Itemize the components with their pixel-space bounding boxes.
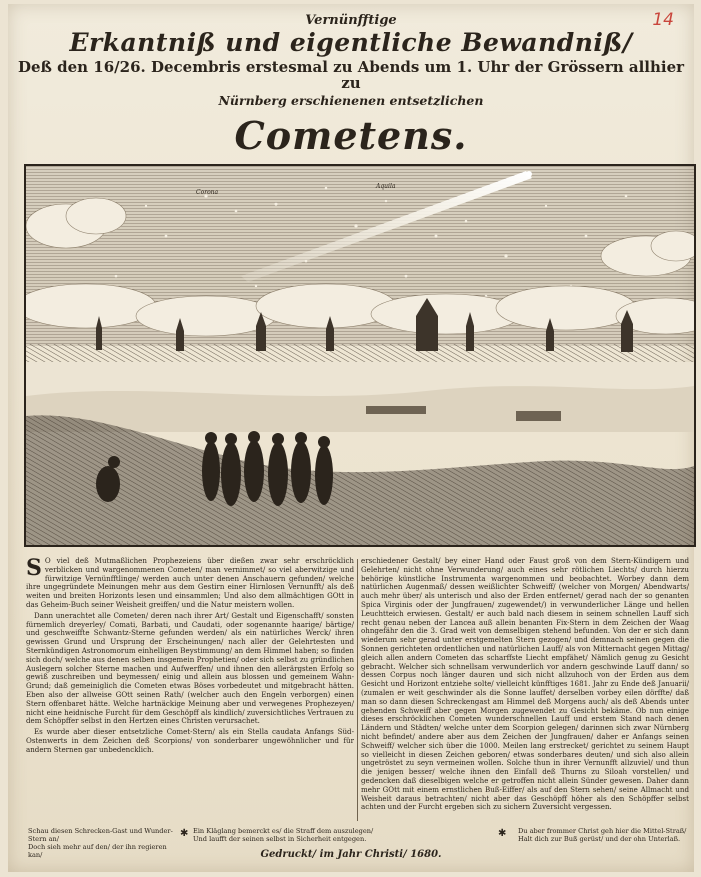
verse-3	[518, 827, 688, 843]
verse-1-line-1: Schau diesen Schrecken-Gast und Wunder-Stern an/	[28, 827, 173, 843]
verse-1-line-2: Doch sieh mehr auf den/ der ihn regieren kan/	[28, 843, 167, 859]
label-aquila: Aquila	[376, 183, 396, 190]
left-paragraph-2: Dann unerachtet alle Cometen/ deren nach ihrer Art/ Gestalt und Eigenschafft/ sonsten fürnemlich dreyerley/ Comati, Barbati, und Caudati, oder sogenannte haarige/ bärtige/ und geschweiffte Schwantz-Sterne gefunden werden/ als ein natürliches Werck/ ihren gewissen Grund und Ursprung der Erscheinungen/ nach aller der Gelehrtesten und Sternkündigen Astronomorum einhelligen Beystimmung/ an dem Himmel haben; so finden sich doch/ welche aus denen selben insgemein Prophetien/ oder sich selbst zu gründlichen Auslegern solcher Sterne machen und Aufwerffen/ und ihnen den allerärgsten Erfolg so gewiß zuschreiben und beymessen/ einig und allein aus blossen und gemeinem Wahn-Grund; daß gemeiniglich die Cometen etwas Böses vorbedeutet und mitgebracht hätten. Eben also der allweise GOtt seinen Rath/ (welcher auch den Engeln verborgen) einen Stern offenbaret hätte. Welche hartnäckige Meinung aber und verwegenes Prophezeyen/ nicht eine heidnische Furcht für dem Geschöpff als kindlich/ zuversichtliches Vertrauen zu dem Schöpffer selbst in den Hertzen eines Christen verursachet.	[26, 610, 354, 726]
comet-head	[526, 171, 532, 177]
verse-3-line-1: Du aber frommer Christ geh hier die Mittel-Straß/	[518, 827, 687, 835]
left-paragraph-1: O viel deß Mutmaßlichen Prophezeiens über dießen zwar sehr erschröcklich verblicken und wargenommenen Cometen/ man vernimmet/ so viel aberwitzige und fürwitzige Vernünfftlinge/ werden auch unter denen Anschauern gefunden/ welche ihre ungegründete Meinungen mehr aus dem Gestirn einer Hirnlosen Vernunfft/ als deß weiten und breiten Horizonts lesen und einsammlen; Und also dem allmächtigen GOtt in das Geheim-Buch seiner Weisheit greiffen/ und die Natur meistern wollen.	[26, 557, 354, 609]
verse-3-line-2: Halt dich zur Buß gerüst/ und der ohn Unterlaß.	[518, 835, 681, 843]
verse-2-line-2: Und laufft der seinen selbst in Sicherheit entgegen.	[193, 835, 367, 843]
right-paragraph-1: erschiedener Gestalt/ bey einer Hand oder Faust groß von dem Stern-Kündigern und Gelehrten/ nicht ohne Verwunderung/ auch eines sehr rötlichen Liechts/ durch hierzu behörige künstliche Instrumenta wargenommen und beobachtet. Worbey dann dem natürlichen Augenmaß/ dessen weißlichter Schweiff/ (welcher von Morgen/ Abendwarts/ auch mehr über/ als unterisch und also der Erden entfernet/ gerad nach der so genanten Spica Virginis oder der Jungfrauen/ zugewendet/) in verwunderlicher Länge und hellen Leuchtteich erwiesen. Gestalt/ er auch bald nach diesem in seinem schnellen Lauff sich recht genau neben der Lancea auß allein benanten Fix-Stern in dem Zeichen der Waag ohngefähr den die 3. Grad weit von demselbigen stehend befunden. Von der er sich dann wiederum sehr gerad unter erstgemelten Stern gezogen/ und demnach seinen gegen die Sonnen gerichteten ordentlichen und natürlichen Lauff/ als von Mitternacht gegen Mittag/ gleich allen andern Cometen das scharffste Liecht empfähet/ Nämlich genug zu Gesicht gebracht. Welcher sich schnellsam verwunderlich vor andern geschwinde Lauff dann/ so dessen Corpus noch länger dauren und sich nicht allzuhoch von der Erden aus dem Gesicht und Horizont entziehe solte/ vielleicht künfftiges 1681. Jahr zu Ende deß Januarii/ (zumalen er weit geschwinder als die Sonne lauffet/ derselben vorbey eilen dörffte/ daß man so dann diesen Schreckengast am Himmel deß Morgens auch/ als deß Abends unter gehenden Schweiff aber gegen Morgen zugewendet zu Gesicht bekäme. Ob nun einige dieses erschröcklichen Cometen wunderschnellen Lauff und erstem Stand nach denen Ländern und Städten/ welche unter dem Scorpion gelegen/ darinnen sich zwar Nürnberg nicht befindet/ andere aber aus dem Zeichen der Jungfrauen/ daher er Anfangs seinen Schweiff/ welcher sich über die 1000. Meilen lang erstrecket/ gerichtet zu seinem Haupt so vielleicht in diesen Zeichen geboren/ etwas sonderbares deuten/ und sich also allein ungetröstet zu seyn vermeinen wollen. Solche thun in ihrer Vernunfft allzuviel/ und thun die jenigen besser/ welche ihnen den Einfall deß Thurns zu Siloah vorstellen/ und gedencken daß dieselbigen welche er getroffen nicht allein Sünder gewesen. Daher dann mehr GOtt mit einem ernstlichen Buß-Eiffer/ als auf den Stern sehen/ seine Allmacht und Weisheit daraus betrachten/ nicht aber das Geschöpff höher als den Schöpffer selbst achten und der Furcht ergeben sich zu sichern Zuversicht vergessen.	[361, 557, 689, 812]
left-paragraph-3: Es wurde aber dieser entsetzliche Comet-Stern/ als ein Stella caudata Anfangs Süd-Ostenwerts in dem Zeichen deß Scorpions/ von sonderbarer ungewöhnlicher und für andern Sternen gar unbedencklich.	[26, 727, 354, 754]
imprint-line: Gedruckt/ im Jahr Christi/ 1680.	[260, 849, 442, 860]
field-building	[516, 411, 561, 421]
verse-2	[193, 827, 393, 843]
comet-engraving	[24, 164, 696, 547]
title-line-3: Deß den 16/26. Decembris erstesmal zu Abends um 1. Uhr der Grössern allhier zu	[17, 57, 685, 92]
column-divider	[357, 559, 358, 821]
title-line-1: Vernünfftige	[305, 13, 397, 28]
body-text	[24, 557, 694, 827]
title-comet-heading: Cometens.	[234, 112, 468, 158]
body-column-right	[361, 557, 689, 827]
title-block	[8, 13, 694, 158]
title-line-4: Nürnberg erschienenen entsetzlichen	[218, 93, 484, 109]
archive-number-mark: 14	[652, 10, 674, 30]
star-ornament-icon: ✱	[498, 828, 507, 839]
label-corona: Corona	[196, 189, 219, 196]
verse-2-line-1: Ein Kläglang bemerckt es/ die Straff dem auszulegen/	[193, 827, 374, 835]
star-ornament-icon: ✱	[180, 828, 189, 839]
drop-cap: S	[26, 557, 42, 581]
body-column-left	[26, 557, 354, 827]
title-line-2: Erkantniß und eigentliche Bewandniß/	[69, 27, 633, 57]
engraving-illustration	[26, 166, 694, 545]
broadsheet-page	[8, 4, 694, 872]
